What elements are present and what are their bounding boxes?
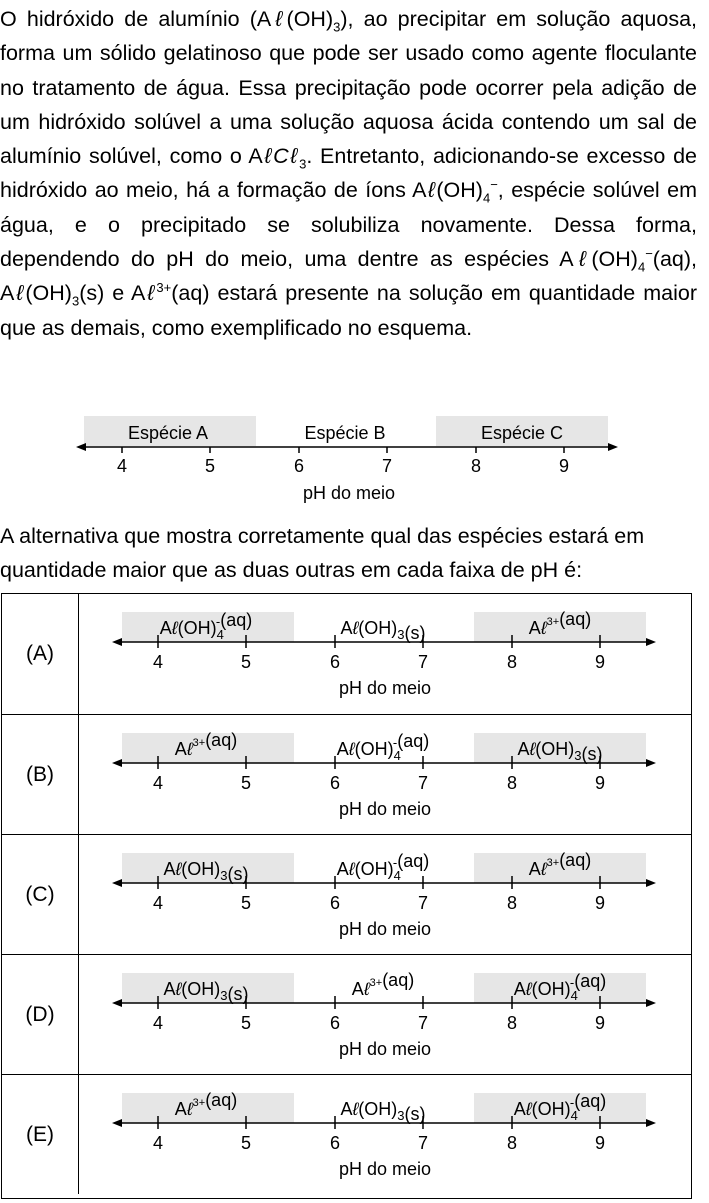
species-label: $A\ell(OH)_3(s)$ — [517, 739, 603, 764]
right-arrow-icon — [608, 443, 618, 451]
tick-label: 5 — [240, 773, 252, 793]
species-label: Aℓ$^{3+}$(aq) — [351, 970, 415, 999]
left-arrow-icon — [112, 999, 122, 1007]
option-b-scale — [80, 715, 660, 838]
tick-label: 8 — [506, 1133, 518, 1153]
tick-label: 7 — [417, 1013, 429, 1033]
axis-label: pH do meio — [338, 1039, 432, 1059]
label-species-b: Espécie B — [304, 423, 386, 443]
option-a-scale-svg — [80, 594, 660, 712]
options-table — [1, 593, 692, 1199]
species-label: $A\ell(OH)_3(s)$ — [340, 1099, 426, 1124]
axis-label: pH do meio — [338, 799, 432, 819]
tick-label: 9 — [594, 893, 606, 913]
tick-label: 7 — [417, 893, 429, 913]
tick-label: 7 — [417, 652, 429, 672]
tick-label: 8 — [506, 652, 518, 672]
option-b-row[interactable] — [2, 714, 691, 834]
tick-label: 9 — [594, 652, 606, 672]
tick-label: 6 — [329, 773, 341, 793]
tick-label: 4 — [152, 1013, 164, 1033]
species-label: $A\ell(OH)_4-(aq)$ — [513, 1091, 607, 1123]
tick-label: 6 — [329, 1013, 341, 1033]
tick-label: 8 — [506, 1013, 518, 1033]
tick-label: 6 — [329, 1133, 341, 1153]
tick-label: 9 — [594, 773, 606, 793]
tick-label: 5 — [240, 893, 252, 913]
option-d-row[interactable] — [2, 954, 691, 1074]
species-label: $A\ell(OH)_3(s)$ — [163, 859, 249, 884]
species-label: Aℓ$^{3+}$(aq) — [528, 850, 592, 879]
option-d-scale-svg — [80, 955, 660, 1073]
option-c-scale-svg — [80, 835, 660, 953]
tick-label: 8 — [506, 773, 518, 793]
tick-label: 9 — [594, 1133, 606, 1153]
question-text: A alternativa que mostra corretamente qual das espécies estará em quantidade maior que as duas outras em cada faixa de pH é: — [0, 524, 645, 583]
option-c-letter: (C) — [2, 835, 79, 954]
option-a-letter: (A) — [2, 594, 79, 714]
tick-label: 5 — [240, 1133, 252, 1153]
tick-label: 5 — [204, 456, 216, 476]
species-label: $A\ell(OH)_4-(aq)$ — [336, 731, 430, 763]
tick-label: 6 — [329, 652, 341, 672]
right-arrow-icon — [646, 759, 656, 767]
option-c-row[interactable] — [2, 834, 691, 954]
axis-label: pH do meio — [338, 678, 432, 698]
tick-label: 4 — [152, 652, 164, 672]
tick-label: 9 — [558, 456, 570, 476]
option-b-letter: (B) — [2, 715, 79, 834]
tick-label: 7 — [381, 456, 393, 476]
option-a-row[interactable] — [2, 594, 691, 714]
species-label: Aℓ$^{3+}$(aq) — [174, 1090, 238, 1119]
species-label: $A\ell(OH)_3(s)$ — [163, 979, 249, 1004]
option-e-scale-svg — [80, 1075, 660, 1193]
label-species-a: Espécie A — [127, 423, 209, 443]
tick-label: 6 — [293, 456, 305, 476]
axis-label: pH do meio — [302, 483, 396, 503]
right-arrow-icon — [646, 1119, 656, 1127]
species-label: $A\ell(OH)_4-(aq)$ — [513, 971, 607, 1003]
option-b-scale-svg — [80, 715, 660, 833]
right-arrow-icon — [646, 879, 656, 887]
species-label: $A\ell(OH)_3(s)$ — [340, 618, 426, 643]
species-label: $A\ell(OH)_4-(aq)$ — [159, 610, 253, 642]
axis-label: pH do meio — [338, 1159, 432, 1179]
tick-label: 5 — [240, 1013, 252, 1033]
tick-label: 4 — [152, 1133, 164, 1153]
tick-label: 4 — [152, 893, 164, 913]
intro-paragraph: O hidróxido de alumínio $(A\ell(OH)_3)$, ao precipitar em solução aquosa, forma um sólido gelatinoso que pode ser usado como agente floculante no tratamento de água. Essa precipitação pode ocorrer pela adição de um hidróxido solúvel a uma solução aquosa ácida contendo um sal de alumínio solúvel, como o AℓCℓ$_3$. Entretanto, adicionando-se excesso de hidróxido ao meio, há a formação de íons $A\ell(OH)_4^-$, espécie solúvel em água, e o precipitado se solubiliza novamente. Dessa forma, dependendo do pH do meio, uma dentre as espécies $A\ell(OH)_4^-(aq)$, $A\ell(OH)_3(s)$ e Aℓ$^{3+}$(aq) estará presente na solução em quantidade maior que as demais, como exemplificado no esquema. — [0, 7, 698, 340]
axis-label: pH do meio — [338, 919, 432, 939]
right-arrow-icon — [646, 638, 656, 646]
example-scheme-svg — [76, 412, 621, 507]
left-arrow-icon — [112, 759, 122, 767]
example-scheme — [76, 412, 621, 507]
label-species-c: Espécie C — [480, 423, 564, 443]
option-d-letter: (D) — [2, 955, 79, 1074]
left-arrow-icon — [76, 443, 86, 451]
tick-label: 7 — [417, 1133, 429, 1153]
tick-label: 4 — [116, 456, 128, 476]
left-arrow-icon — [112, 1119, 122, 1127]
option-e-scale — [80, 1075, 660, 1198]
option-d-scale — [80, 955, 660, 1078]
option-e-row[interactable] — [2, 1074, 691, 1194]
option-a-scale — [80, 594, 660, 717]
option-c-scale — [80, 835, 660, 958]
tick-label: 6 — [329, 893, 341, 913]
tick-label: 5 — [240, 652, 252, 672]
right-arrow-icon — [646, 999, 656, 1007]
tick-label: 4 — [152, 773, 164, 793]
tick-label: 8 — [470, 456, 482, 476]
left-arrow-icon — [112, 879, 122, 887]
species-label: Aℓ$^{3+}$(aq) — [174, 730, 238, 759]
tick-label: 9 — [594, 1013, 606, 1033]
option-e-letter: (E) — [2, 1075, 79, 1194]
left-arrow-icon — [112, 638, 122, 646]
species-label: $A\ell(OH)_4-(aq)$ — [336, 851, 430, 883]
species-label: Aℓ$^{3+}$(aq) — [528, 609, 592, 638]
tick-label: 8 — [506, 893, 518, 913]
tick-label: 7 — [417, 773, 429, 793]
